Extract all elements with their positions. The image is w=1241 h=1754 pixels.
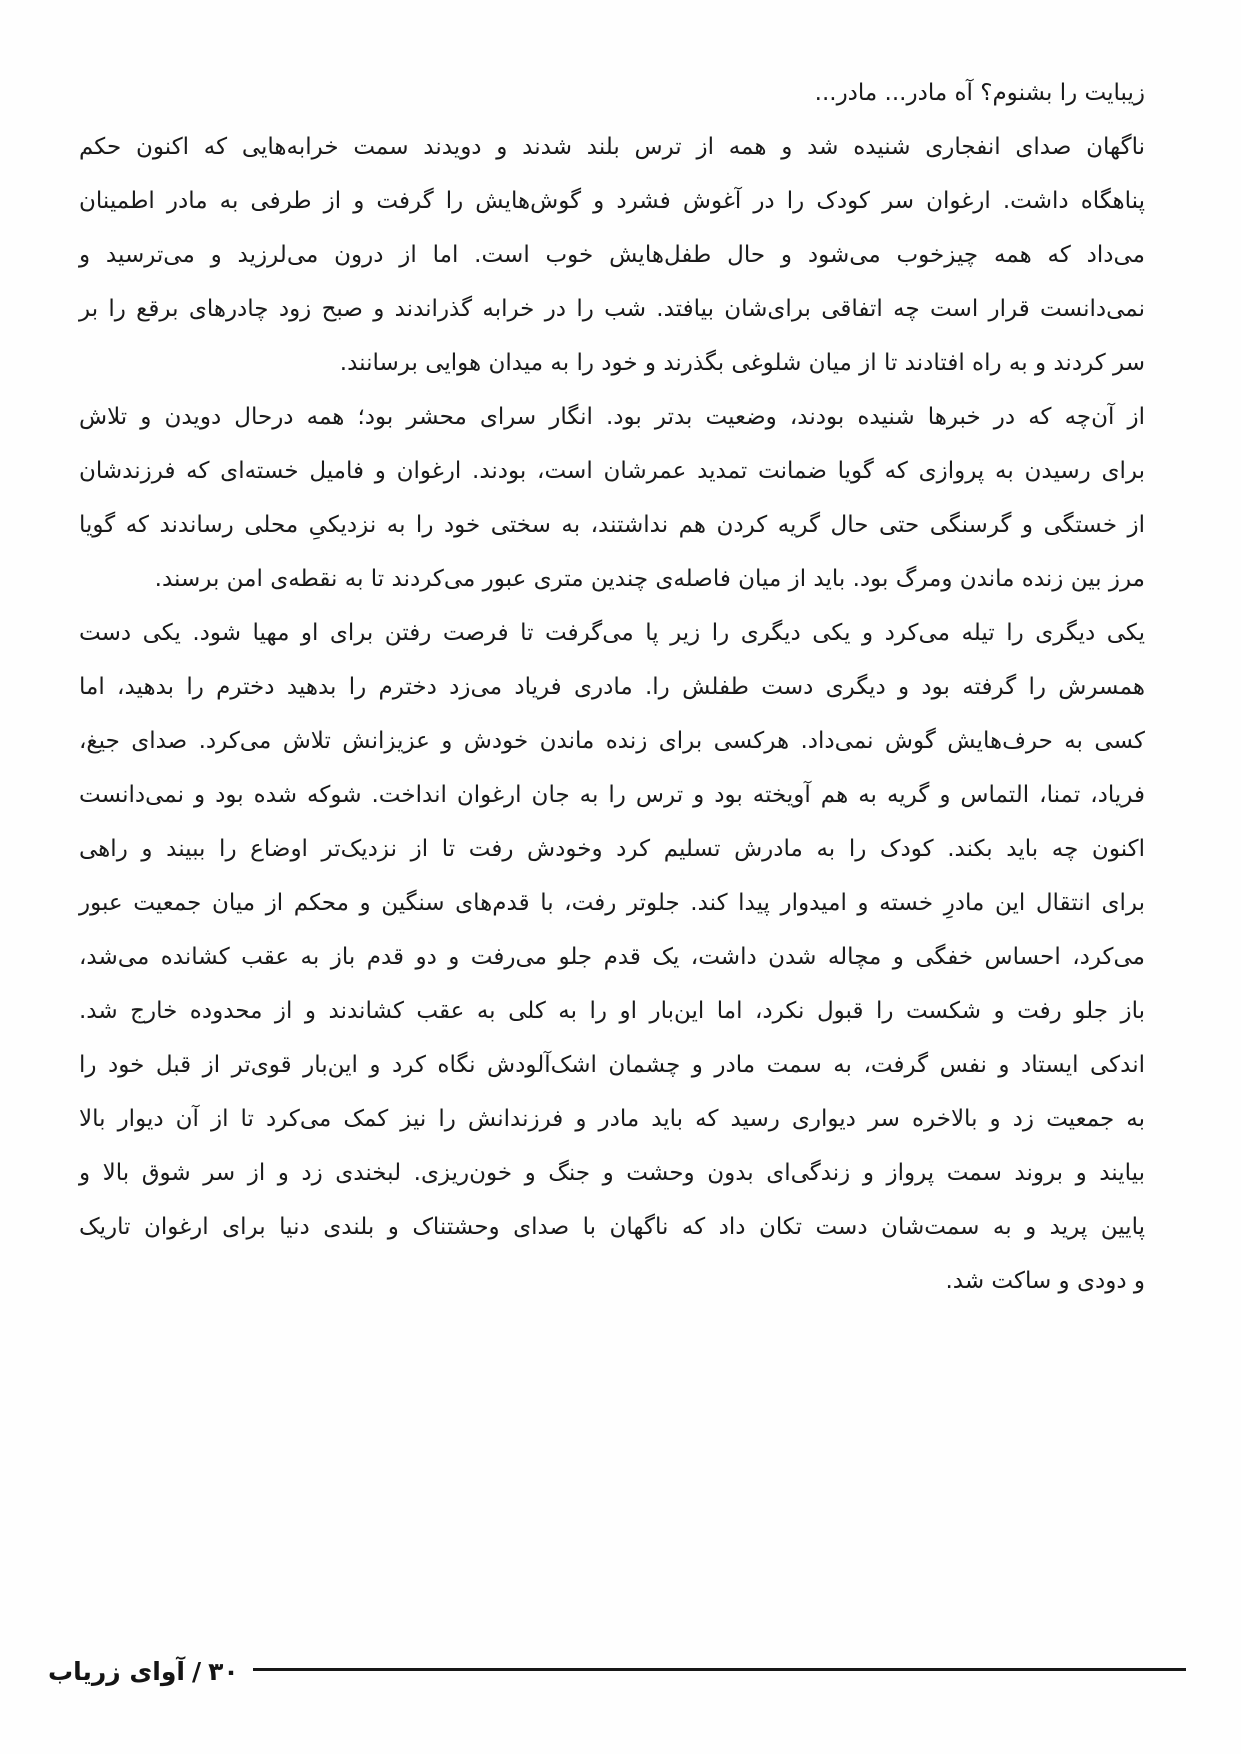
text-line: پایین پرید و به سمت‌شان دست تکان داد که ناگهان با صدای وحشتناک و بلندی دنیا برای ارغوان تاریک — [79, 1214, 1145, 1240]
text-line: می‌داد که همه چیزخوب می‌شود و حال طفل‌هایش خوب است. اما از درون می‌لرزید و می‌ترسید و — [79, 242, 1145, 268]
text-line: می‌کرد، احساس خفگی و مچاله شدن داشت، یک قدم جلو می‌رفت و دو قدم باز به عقب کشانده می‌شد، — [79, 944, 1145, 970]
footer-book-title: آوای زریاب — [48, 1657, 185, 1686]
text-line: پناهگاه داشت. ارغوان سر کودک را در آغوش فشرد و گوش‌هایش را گرفت و از طرفی به مادر اطمینان — [79, 188, 1145, 214]
text-line: اندکی ایستاد و نفس گرفت، به سمت مادر و چشمان اشک‌آلودش نگاه کرد و این‌بار قوی‌تر از قبل خود را — [79, 1052, 1145, 1078]
paragraph — [79, 606, 1145, 1308]
text-line: اکنون چه باید بکند. کودک را به مادرش تسلیم کرد وخودش رفت تا از نزدیک‌تر اوضاع را ببیند و راهی — [79, 836, 1145, 862]
text-line: باز جلو رفت و شکست را قبول نکرد، اما این‌بار او را به کلی به عقب کشاندند و از محدوده خارج شد. — [79, 998, 1145, 1024]
footer-label — [48, 1650, 239, 1694]
text-line: بیایند و بروند سمت پرواز و زندگی‌ای بدون وحشت و جنگ و خون‌ریزی. لبخندی زد و از سر شوق بالا و — [79, 1160, 1145, 1186]
text-line: از خستگی و گرسنگی حتی حال گریه کردن هم نداشتند، به سختی خود را به نزدیکیِ محلی رساندند که گویا — [79, 512, 1145, 538]
paragraph — [79, 390, 1145, 606]
text-line: کسی به حرف‌هایش گوش نمی‌داد. هرکسی برای زنده ماندن خودش و عزیزانش تلاش می‌کرد. صدای جیغ، — [79, 728, 1145, 754]
paragraph — [79, 66, 1145, 120]
text-line: برای انتقال این مادرِ خسته و امیدوار پیدا کند. جلوتر رفت، با قدم‌های سنگین و محکم از میان جمعیت عبور — [79, 890, 1145, 916]
text-block — [79, 66, 1145, 1308]
paragraph — [79, 120, 1145, 390]
text-line: سر کردند و به راه افتادند تا از میان شلوغی بگذرند و خود را به میدان هوایی برسانند. — [339, 350, 1145, 376]
text-line: همسرش را گرفته بود و دیگری دست طفلش را. مادری فریاد می‌زد دخترم را بدهید دخترم را بدهید، اما — [79, 674, 1145, 700]
footer-page-number: ۳۰ — [208, 1657, 239, 1686]
text-line: مرز بین زنده ماندن ومرگ بود. باید از میان فاصله‌ی چندین متری عبور می‌کردند تا به نقطه‌ی امن برسند. — [154, 566, 1145, 592]
text-line: و دودی و ساکت شد. — [945, 1268, 1145, 1294]
text-line: فریاد، تمنا، التماس و گریه به هم آویخته بود و ترس را به جان ارغوان انداخت. شوکه شده بود و نمی‌دانست — [79, 782, 1145, 808]
text-line: نمی‌دانست قرار است چه اتفاقی برای‌شان بیافتد. شب را در خرابه گذراندند و صبح زود چادرهای برقع را بر — [79, 296, 1145, 322]
footer-separator: / — [191, 1657, 202, 1686]
text-line: برای رسیدن به پروازی که گویا ضمانت تمدید عمرشان است، بودند. ارغوان و فامیل خسته‌ای که فرزندشان — [79, 458, 1145, 484]
text-line: ناگهان صدای انفجاری شنیده شد و همه از ترس بلند شدند و دویدند سمت خرابه‌هایی که اکنون حکم — [79, 134, 1145, 160]
page-footer — [48, 1650, 1186, 1694]
text-line: زیبایت را بشنوم؟ آه مادر... مادر... — [814, 80, 1145, 106]
text-line: از آن‌چه که در خبرها شنیده بودند، وضعیت بدتر بود. انگار سرای محشر بود؛ همه درحال دویدن و تلاش — [79, 404, 1145, 430]
footer-rule — [253, 1668, 1186, 1671]
text-line: به جمعیت زد و بالاخره سر دیواری رسید که باید مادر و فرزندانش را نیز کمک می‌کرد تا از آن دیوار بالا — [79, 1106, 1145, 1132]
text-line: یکی دیگری را تیله می‌کرد و یکی دیگری را زیر پا می‌گرفت تا فرصت رفتن برای او مهیا شود. یکی دست — [79, 620, 1145, 646]
